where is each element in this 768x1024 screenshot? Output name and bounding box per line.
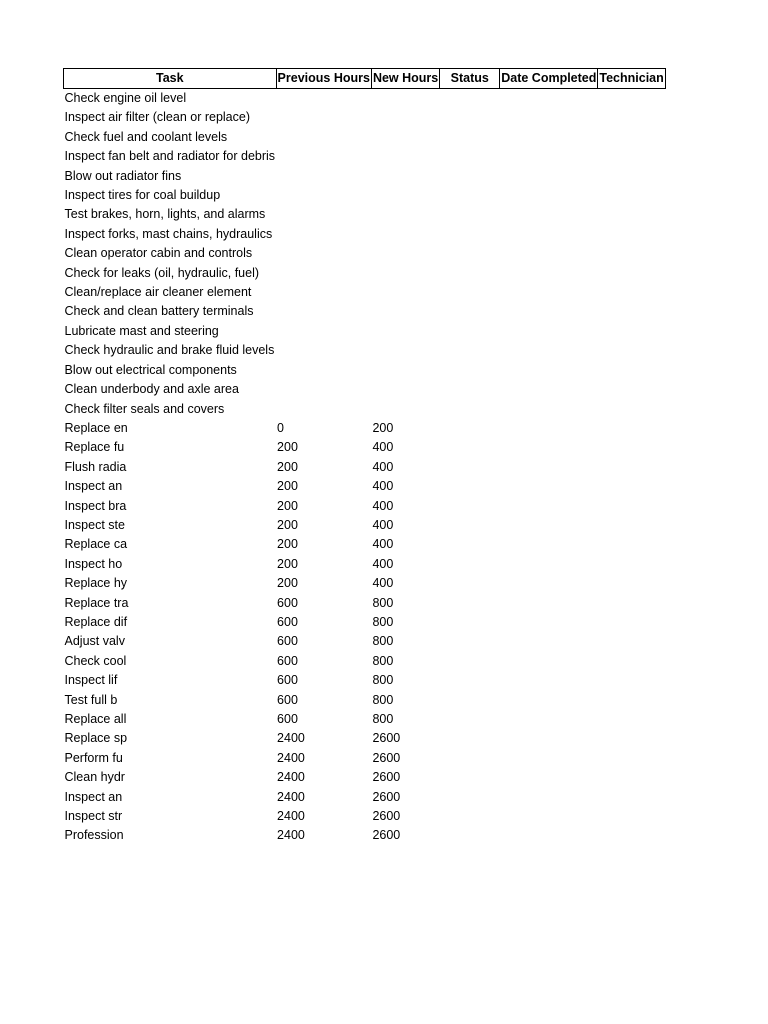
technician-cell[interactable] bbox=[598, 205, 665, 224]
table-row bbox=[64, 264, 666, 283]
status-cell[interactable] bbox=[440, 438, 500, 457]
table-row bbox=[64, 167, 666, 186]
technician-cell[interactable] bbox=[598, 768, 665, 787]
new-hours-cell[interactable] bbox=[371, 128, 439, 147]
date-completed-cell[interactable] bbox=[500, 691, 598, 710]
technician-cell[interactable] bbox=[598, 594, 665, 613]
new-hours-cell[interactable]: 400 bbox=[372, 440, 394, 455]
new-hours-cell[interactable] bbox=[371, 341, 439, 360]
previous-hours-cell[interactable]: 2400 bbox=[277, 731, 305, 746]
technician-cell[interactable] bbox=[598, 147, 665, 166]
date-completed-cell[interactable] bbox=[500, 283, 598, 302]
new-hours-cell[interactable] bbox=[371, 380, 439, 399]
status-cell[interactable] bbox=[440, 574, 500, 593]
table-row bbox=[64, 400, 666, 419]
new-hours-cell[interactable] bbox=[371, 225, 439, 244]
table-row bbox=[64, 594, 666, 613]
status-cell[interactable] bbox=[440, 283, 500, 302]
table-row bbox=[64, 826, 666, 845]
date-completed-cell[interactable] bbox=[500, 497, 598, 516]
task-cell[interactable]: Inspect str bbox=[64, 809, 123, 824]
date-completed-cell[interactable] bbox=[500, 768, 598, 787]
task-cell[interactable]: Inspect fan belt and radiator for debris bbox=[64, 149, 276, 164]
task-cell[interactable]: Test brakes, horn, lights, and alarms bbox=[64, 207, 266, 222]
status-cell[interactable] bbox=[440, 458, 500, 477]
previous-hours-cell[interactable] bbox=[276, 167, 371, 186]
status-cell[interactable] bbox=[440, 826, 500, 845]
status-cell[interactable] bbox=[440, 613, 500, 632]
previous-hours-cell[interactable] bbox=[276, 186, 371, 205]
table-row bbox=[64, 729, 666, 748]
new-hours-cell[interactable] bbox=[371, 264, 439, 283]
technician-cell[interactable] bbox=[598, 89, 665, 109]
technician-cell[interactable] bbox=[598, 400, 665, 419]
status-cell[interactable] bbox=[440, 128, 500, 147]
technician-cell[interactable] bbox=[598, 225, 665, 244]
task-cell[interactable]: Clean/replace air cleaner element bbox=[64, 285, 252, 300]
date-completed-cell[interactable] bbox=[500, 652, 598, 671]
table-row bbox=[64, 419, 666, 438]
new-hours-cell[interactable]: 800 bbox=[372, 634, 394, 649]
date-completed-cell[interactable] bbox=[500, 555, 598, 574]
technician-cell[interactable] bbox=[598, 361, 665, 380]
date-completed-cell[interactable] bbox=[500, 613, 598, 632]
previous-hours-cell[interactable]: 600 bbox=[277, 673, 298, 688]
technician-cell[interactable] bbox=[598, 322, 665, 341]
date-completed-cell[interactable] bbox=[500, 729, 598, 748]
task-cell[interactable]: Test full b bbox=[64, 692, 118, 707]
technician-cell[interactable] bbox=[598, 167, 665, 186]
task-cell[interactable]: Replace hy bbox=[64, 576, 128, 591]
task-cell[interactable]: Inspect forks, mast chains, hydraulics bbox=[64, 226, 273, 241]
table-row bbox=[64, 516, 666, 535]
previous-hours-cell[interactable] bbox=[276, 108, 371, 127]
technician-cell[interactable] bbox=[598, 710, 665, 729]
technician-cell[interactable] bbox=[598, 128, 665, 147]
status-cell[interactable] bbox=[440, 89, 500, 109]
task-cell[interactable]: Adjust valv bbox=[64, 634, 125, 649]
status-cell[interactable] bbox=[440, 341, 500, 360]
new-hours-cell[interactable] bbox=[371, 283, 439, 302]
date-completed-cell[interactable] bbox=[500, 128, 598, 147]
previous-hours-cell[interactable]: 2400 bbox=[277, 750, 305, 765]
new-hours-cell[interactable] bbox=[371, 400, 439, 419]
status-cell[interactable] bbox=[440, 555, 500, 574]
previous-hours-cell[interactable]: 200 bbox=[277, 479, 298, 494]
table-row bbox=[64, 225, 666, 244]
status-cell[interactable] bbox=[440, 186, 500, 205]
table-row bbox=[64, 283, 666, 302]
spreadsheet bbox=[63, 68, 666, 846]
previous-hours-cell[interactable] bbox=[276, 302, 371, 321]
date-completed-cell[interactable] bbox=[500, 167, 598, 186]
status-cell[interactable] bbox=[440, 147, 500, 166]
task-cell[interactable]: Clean underbody and axle area bbox=[64, 382, 239, 397]
status-cell[interactable] bbox=[440, 167, 500, 186]
previous-hours-cell[interactable]: 600 bbox=[277, 692, 298, 707]
header-status[interactable]: Status bbox=[440, 69, 500, 89]
date-completed-cell[interactable] bbox=[500, 438, 598, 457]
previous-hours-cell[interactable]: 2400 bbox=[277, 809, 305, 824]
task-cell[interactable]: Check engine oil level bbox=[64, 91, 187, 105]
new-hours-cell[interactable] bbox=[371, 167, 439, 186]
table-row bbox=[64, 555, 666, 574]
status-cell[interactable] bbox=[440, 788, 500, 807]
header-new-hours[interactable]: New Hours bbox=[371, 69, 439, 89]
new-hours-cell[interactable] bbox=[371, 186, 439, 205]
status-cell[interactable] bbox=[440, 108, 500, 127]
task-cell[interactable]: Inspect an bbox=[64, 789, 123, 804]
task-cell[interactable]: Inspect an bbox=[64, 479, 123, 494]
task-cell[interactable]: Replace fu bbox=[64, 440, 125, 455]
table-row bbox=[64, 807, 666, 826]
table-row bbox=[64, 788, 666, 807]
previous-hours-cell[interactable] bbox=[276, 264, 371, 283]
previous-hours-cell[interactable] bbox=[276, 128, 371, 147]
previous-hours-cell[interactable]: 600 bbox=[277, 653, 298, 668]
task-cell[interactable]: Inspect air filter (clean or replace) bbox=[64, 110, 250, 125]
status-cell[interactable] bbox=[440, 652, 500, 671]
date-completed-cell[interactable] bbox=[500, 788, 598, 807]
table-row bbox=[64, 380, 666, 399]
task-cell[interactable]: Inspect bra bbox=[64, 498, 127, 513]
technician-cell[interactable] bbox=[598, 729, 665, 748]
task-cell[interactable]: Replace all bbox=[64, 712, 127, 726]
previous-hours-cell[interactable]: 200 bbox=[277, 498, 298, 513]
table-row bbox=[64, 244, 666, 263]
date-completed-cell[interactable] bbox=[500, 671, 598, 690]
technician-cell[interactable] bbox=[598, 283, 665, 302]
task-cell[interactable]: Replace ca bbox=[64, 537, 128, 552]
previous-hours-cell[interactable] bbox=[276, 89, 371, 109]
status-cell[interactable] bbox=[440, 264, 500, 283]
new-hours-cell[interactable]: 400 bbox=[372, 459, 394, 474]
date-completed-cell[interactable] bbox=[500, 205, 598, 224]
table-row bbox=[64, 497, 666, 516]
date-completed-cell[interactable] bbox=[500, 322, 598, 341]
status-cell[interactable] bbox=[440, 710, 500, 729]
task-cell[interactable]: Check cool bbox=[64, 653, 127, 668]
table-row bbox=[64, 632, 666, 651]
date-completed-cell[interactable] bbox=[500, 361, 598, 380]
technician-cell[interactable] bbox=[598, 264, 665, 283]
status-cell[interactable] bbox=[440, 516, 500, 535]
date-completed-cell[interactable] bbox=[500, 186, 598, 205]
technician-cell[interactable] bbox=[598, 749, 665, 768]
status-cell[interactable] bbox=[440, 419, 500, 438]
status-cell[interactable] bbox=[440, 244, 500, 263]
previous-hours-cell[interactable] bbox=[276, 341, 371, 360]
new-hours-cell[interactable] bbox=[371, 244, 439, 263]
new-hours-cell[interactable]: 800 bbox=[372, 712, 394, 726]
previous-hours-cell[interactable]: 200 bbox=[277, 576, 298, 591]
table-row bbox=[64, 768, 666, 787]
technician-cell[interactable] bbox=[598, 186, 665, 205]
task-cell[interactable]: Inspect lif bbox=[64, 673, 118, 688]
date-completed-cell[interactable] bbox=[500, 749, 598, 768]
date-completed-cell[interactable] bbox=[500, 710, 598, 729]
task-cell[interactable]: Check for leaks (oil, hydraulic, fuel) bbox=[64, 265, 260, 280]
previous-hours-cell[interactable]: 2400 bbox=[277, 770, 305, 785]
status-cell[interactable] bbox=[440, 302, 500, 321]
status-cell[interactable] bbox=[440, 477, 500, 496]
header-row bbox=[64, 69, 666, 89]
date-completed-cell[interactable] bbox=[500, 147, 598, 166]
new-hours-cell[interactable]: 400 bbox=[372, 556, 394, 571]
table-row bbox=[64, 128, 666, 147]
status-cell[interactable] bbox=[440, 380, 500, 399]
technician-cell[interactable] bbox=[598, 516, 665, 535]
technician-cell[interactable] bbox=[598, 244, 665, 263]
date-completed-cell[interactable] bbox=[500, 264, 598, 283]
technician-cell[interactable] bbox=[598, 477, 665, 496]
technician-cell[interactable] bbox=[598, 691, 665, 710]
status-cell[interactable] bbox=[440, 400, 500, 419]
previous-hours-cell[interactable]: 2400 bbox=[277, 789, 305, 804]
status-cell[interactable] bbox=[440, 497, 500, 516]
previous-hours-cell[interactable] bbox=[276, 400, 371, 419]
date-completed-cell[interactable] bbox=[500, 225, 598, 244]
technician-cell[interactable] bbox=[598, 807, 665, 826]
technician-cell[interactable] bbox=[598, 613, 665, 632]
previous-hours-cell[interactable]: 600 bbox=[277, 712, 298, 726]
new-hours-cell[interactable]: 400 bbox=[372, 517, 394, 532]
table-row bbox=[64, 671, 666, 690]
status-cell[interactable] bbox=[440, 749, 500, 768]
date-completed-cell[interactable] bbox=[500, 341, 598, 360]
new-hours-cell[interactable] bbox=[371, 322, 439, 341]
status-cell[interactable] bbox=[440, 671, 500, 690]
technician-cell[interactable] bbox=[598, 108, 665, 127]
task-cell[interactable]: Clean hydr bbox=[64, 770, 125, 785]
task-cell[interactable]: Inspect tires for coal buildup bbox=[64, 188, 221, 203]
previous-hours-cell[interactable]: 0 bbox=[277, 420, 284, 435]
table-row bbox=[64, 691, 666, 710]
previous-hours-cell[interactable] bbox=[276, 322, 371, 341]
task-cell[interactable]: Replace en bbox=[64, 420, 128, 435]
new-hours-cell[interactable] bbox=[371, 89, 439, 109]
table-row bbox=[64, 89, 666, 109]
header-previous-hours[interactable]: Previous Hours bbox=[276, 69, 371, 89]
task-cell[interactable]: Lubricate mast and steering bbox=[64, 323, 219, 338]
technician-cell[interactable] bbox=[598, 826, 665, 845]
task-cell[interactable]: Inspect ste bbox=[64, 517, 125, 532]
technician-cell[interactable] bbox=[598, 535, 665, 554]
task-cell[interactable]: Check hydraulic and brake fluid levels bbox=[64, 343, 275, 358]
date-completed-cell[interactable] bbox=[500, 419, 598, 438]
table-row bbox=[64, 205, 666, 224]
task-cell[interactable]: Replace dif bbox=[64, 614, 128, 629]
previous-hours-cell[interactable]: 200 bbox=[277, 556, 298, 571]
new-hours-cell[interactable]: 2600 bbox=[372, 770, 401, 785]
previous-hours-cell[interactable] bbox=[276, 225, 371, 244]
date-completed-cell[interactable] bbox=[500, 594, 598, 613]
new-hours-cell[interactable]: 800 bbox=[372, 614, 394, 629]
previous-hours-cell[interactable] bbox=[276, 147, 371, 166]
new-hours-cell[interactable]: 2600 bbox=[372, 731, 401, 746]
maintenance-table bbox=[63, 68, 666, 846]
date-completed-cell[interactable] bbox=[500, 477, 598, 496]
technician-cell[interactable] bbox=[598, 341, 665, 360]
table-row bbox=[64, 108, 666, 127]
technician-cell[interactable] bbox=[598, 671, 665, 690]
new-hours-cell[interactable]: 800 bbox=[372, 653, 394, 668]
new-hours-cell[interactable]: 2600 bbox=[372, 809, 401, 824]
new-hours-cell[interactable]: 2600 bbox=[372, 828, 401, 843]
status-cell[interactable] bbox=[440, 322, 500, 341]
technician-cell[interactable] bbox=[598, 632, 665, 651]
table-row bbox=[64, 302, 666, 321]
new-hours-cell[interactable]: 800 bbox=[372, 692, 394, 707]
status-cell[interactable] bbox=[440, 535, 500, 554]
new-hours-cell[interactable]: 400 bbox=[372, 576, 394, 591]
status-cell[interactable] bbox=[440, 807, 500, 826]
date-completed-cell[interactable] bbox=[500, 244, 598, 263]
task-cell[interactable]: Check filter seals and covers bbox=[64, 401, 225, 416]
table-row bbox=[64, 652, 666, 671]
previous-hours-cell[interactable]: 600 bbox=[277, 634, 298, 649]
technician-cell[interactable] bbox=[598, 302, 665, 321]
new-hours-cell[interactable] bbox=[371, 147, 439, 166]
new-hours-cell[interactable]: 400 bbox=[372, 537, 394, 552]
new-hours-cell[interactable]: 400 bbox=[372, 498, 394, 513]
technician-cell[interactable] bbox=[598, 458, 665, 477]
header-date-completed[interactable]: Date Completed bbox=[500, 69, 598, 89]
previous-hours-cell[interactable] bbox=[276, 244, 371, 263]
table-row bbox=[64, 147, 666, 166]
date-completed-cell[interactable] bbox=[500, 632, 598, 651]
date-completed-cell[interactable] bbox=[500, 807, 598, 826]
previous-hours-cell[interactable]: 600 bbox=[277, 614, 298, 629]
date-completed-cell[interactable] bbox=[500, 302, 598, 321]
technician-cell[interactable] bbox=[598, 419, 665, 438]
previous-hours-cell[interactable]: 200 bbox=[277, 440, 298, 455]
task-cell[interactable]: Blow out radiator fins bbox=[64, 168, 182, 183]
new-hours-cell[interactable]: 200 bbox=[372, 420, 394, 435]
previous-hours-cell[interactable]: 200 bbox=[277, 459, 298, 474]
table-row bbox=[64, 341, 666, 360]
technician-cell[interactable] bbox=[598, 574, 665, 593]
table-row bbox=[64, 186, 666, 205]
header-technician[interactable]: Technician bbox=[598, 69, 665, 89]
table-row bbox=[64, 574, 666, 593]
table-row bbox=[64, 458, 666, 477]
status-cell[interactable] bbox=[440, 632, 500, 651]
table-row bbox=[64, 322, 666, 341]
previous-hours-cell[interactable] bbox=[276, 205, 371, 224]
new-hours-cell[interactable]: 2600 bbox=[372, 750, 401, 765]
previous-hours-cell[interactable] bbox=[276, 380, 371, 399]
previous-hours-cell[interactable]: 200 bbox=[277, 537, 298, 552]
status-cell[interactable] bbox=[440, 205, 500, 224]
table-row bbox=[64, 613, 666, 632]
technician-cell[interactable] bbox=[598, 555, 665, 574]
status-cell[interactable] bbox=[440, 729, 500, 748]
new-hours-cell[interactable]: 800 bbox=[372, 595, 394, 610]
previous-hours-cell[interactable]: 2400 bbox=[277, 828, 305, 843]
new-hours-cell[interactable]: 2600 bbox=[372, 789, 401, 804]
task-cell[interactable]: Flush radia bbox=[64, 459, 127, 474]
table-row bbox=[64, 477, 666, 496]
date-completed-cell[interactable] bbox=[500, 574, 598, 593]
new-hours-cell[interactable] bbox=[371, 302, 439, 321]
new-hours-cell[interactable] bbox=[371, 361, 439, 380]
status-cell[interactable] bbox=[440, 361, 500, 380]
previous-hours-cell[interactable]: 600 bbox=[277, 595, 298, 610]
task-cell[interactable]: Perform fu bbox=[64, 750, 123, 765]
task-cell[interactable]: Replace tra bbox=[64, 595, 129, 610]
new-hours-cell[interactable] bbox=[371, 108, 439, 127]
task-cell[interactable]: Blow out electrical components bbox=[64, 362, 237, 377]
header-task[interactable]: Task bbox=[64, 69, 277, 89]
date-completed-cell[interactable] bbox=[500, 458, 598, 477]
task-cell[interactable]: Clean operator cabin and controls bbox=[64, 246, 253, 261]
table-row bbox=[64, 361, 666, 380]
previous-hours-cell[interactable] bbox=[276, 361, 371, 380]
task-cell[interactable]: Inspect ho bbox=[64, 556, 123, 571]
date-completed-cell[interactable] bbox=[500, 108, 598, 127]
status-cell[interactable] bbox=[440, 691, 500, 710]
technician-cell[interactable] bbox=[598, 788, 665, 807]
task-cell[interactable]: Check and clean battery terminals bbox=[64, 304, 254, 319]
technician-cell[interactable] bbox=[598, 380, 665, 399]
date-completed-cell[interactable] bbox=[500, 380, 598, 399]
date-completed-cell[interactable] bbox=[500, 89, 598, 109]
status-cell[interactable] bbox=[440, 594, 500, 613]
table-row bbox=[64, 438, 666, 457]
task-cell[interactable]: Replace sp bbox=[64, 731, 128, 746]
date-completed-cell[interactable] bbox=[500, 826, 598, 845]
technician-cell[interactable] bbox=[598, 652, 665, 671]
table-row bbox=[64, 535, 666, 554]
new-hours-cell[interactable] bbox=[371, 205, 439, 224]
new-hours-cell[interactable]: 400 bbox=[372, 479, 394, 494]
technician-cell[interactable] bbox=[598, 497, 665, 516]
task-cell[interactable]: Profession bbox=[64, 828, 124, 843]
previous-hours-cell[interactable] bbox=[276, 283, 371, 302]
task-cell[interactable]: Check fuel and coolant levels bbox=[64, 129, 228, 144]
date-completed-cell[interactable] bbox=[500, 516, 598, 535]
new-hours-cell[interactable]: 800 bbox=[372, 673, 394, 688]
status-cell[interactable] bbox=[440, 225, 500, 244]
table-row bbox=[64, 749, 666, 768]
table-row bbox=[64, 710, 666, 729]
previous-hours-cell[interactable]: 200 bbox=[277, 517, 298, 532]
date-completed-cell[interactable] bbox=[500, 535, 598, 554]
technician-cell[interactable] bbox=[598, 438, 665, 457]
date-completed-cell[interactable] bbox=[500, 400, 598, 419]
status-cell[interactable] bbox=[440, 768, 500, 787]
